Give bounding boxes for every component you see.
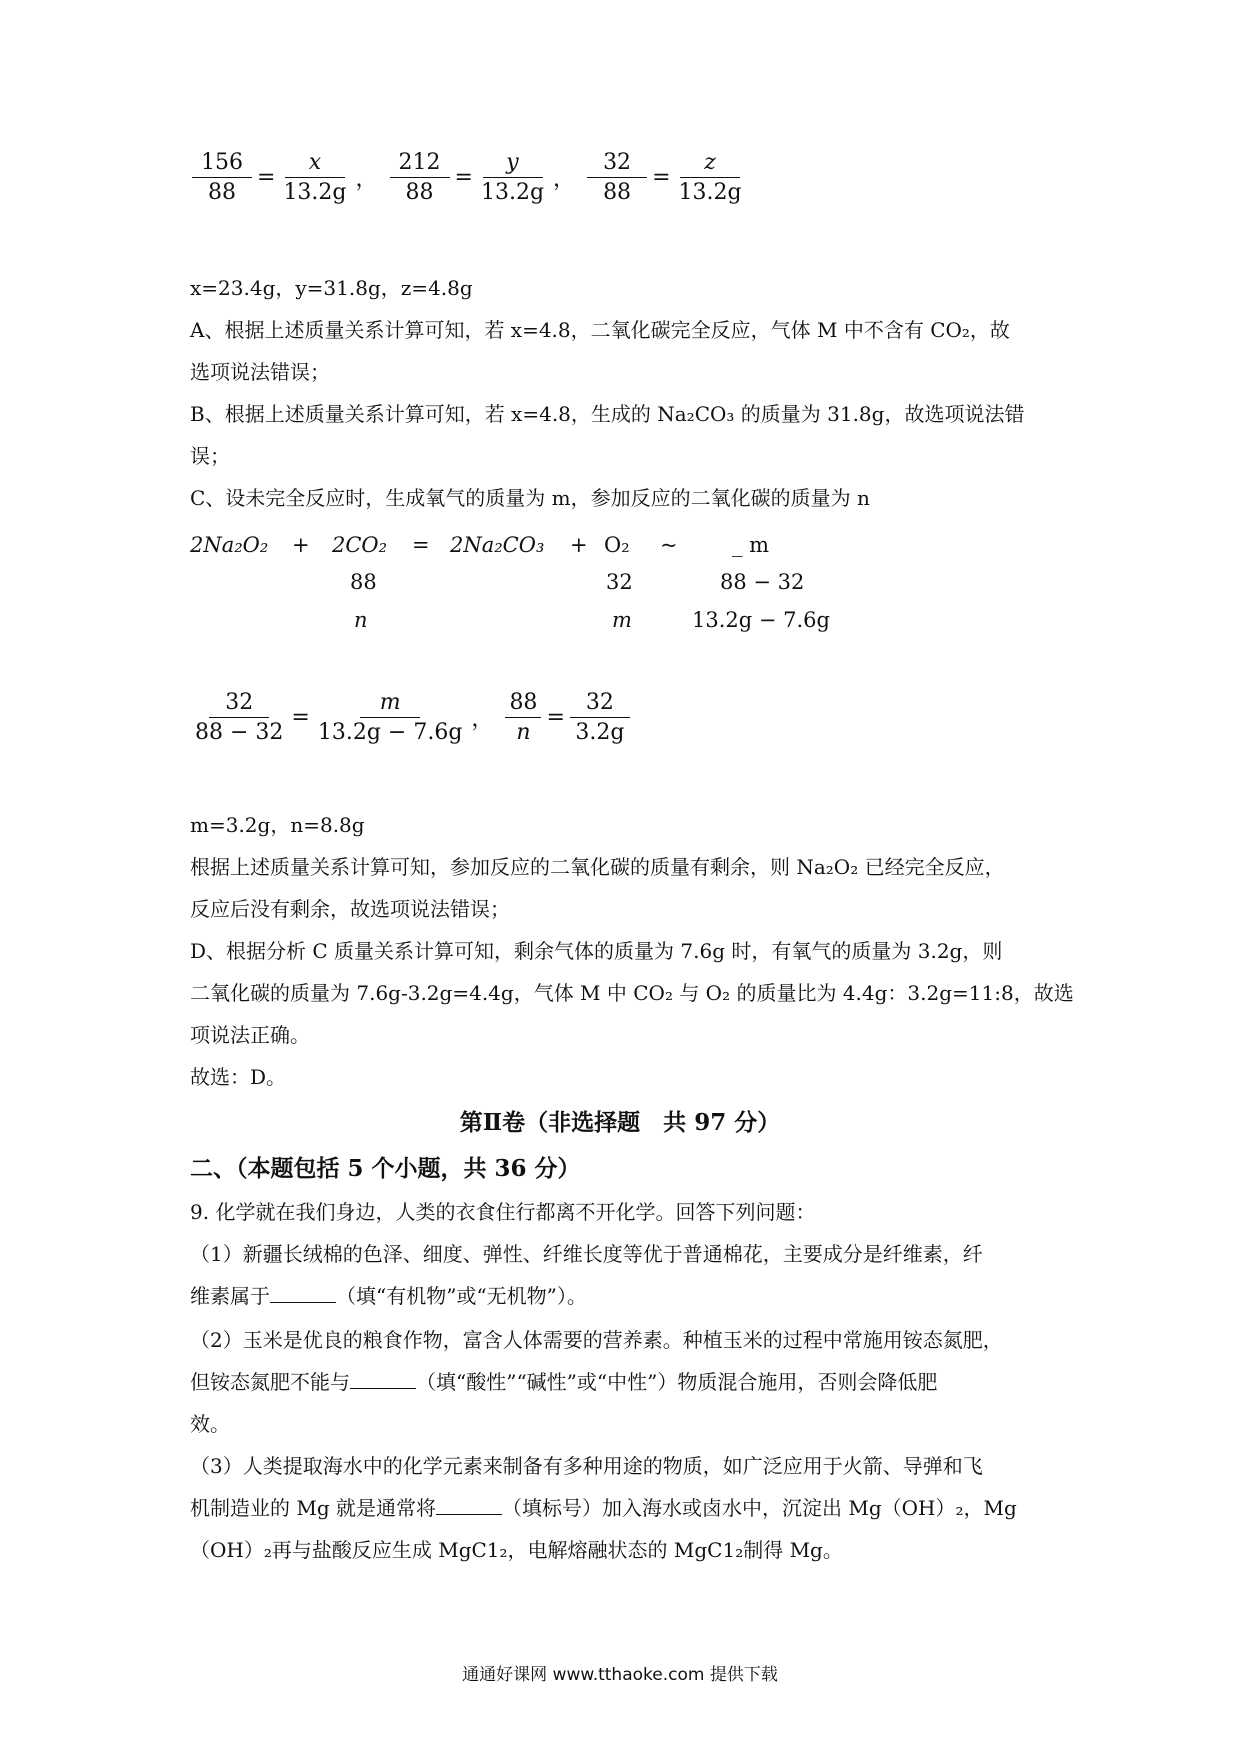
reactant-co2: 2CO₂ [332,533,388,557]
question-9-3-line-2 [190,1493,1017,1523]
fraction [315,690,466,745]
text-segment: （填“酸性”“碱性”或“中性”）物质混合施用，否则会降低肥 [416,1370,938,1394]
equals-sign: = [291,705,310,730]
fraction [570,690,630,745]
denominator: 88 [603,180,632,205]
comma: ， [355,167,378,192]
fraction [587,150,647,205]
fraction-equations-row-1 [190,150,747,205]
coefficient-88: 88 [350,570,377,594]
question-9-1-line-1: （1）新疆长绒棉的色泽、细度、弹性、纤维长度等优于普通棉花，主要成分是纤维素，纤 [190,1242,983,1266]
plus-sign: + [570,533,588,557]
denominator: 88 [208,180,236,205]
option-d-line-1: D、根据分析 C 质量关系计算可知，剩余气体的质量为 7.6g 时，有氧气的质量为 3.2g，则 [190,939,1003,963]
section-title: 第Ⅱ卷（非选择题 共 97 分） [459,1109,781,1136]
denominator: 13.2g − 7.6g [317,720,463,745]
reactant-na2o2: 2Na₂O₂ [190,533,269,557]
fraction [676,150,745,205]
text-segment: 机制造业的 Mg 就是通常将 [190,1496,436,1520]
question-9-3-line-1: （3）人类提取海水中的化学元素来制备有多种用途的物质，如广泛应用于火箭、导弹和飞 [190,1454,983,1478]
equals-sign: = [454,165,473,190]
comma: ， [471,707,494,732]
denominator: 88 − 32 [195,720,284,745]
mass-difference-label: _ m [732,533,770,557]
fraction-equations-row-2 [190,690,632,745]
text-segment: （填“有机物”或“无机物”）。 [336,1284,587,1308]
option-b-line-2: 误； [190,444,230,468]
paragraph-line: 反应后没有剩余，故选项说法错误； [190,897,510,921]
denominator: 88 [405,180,434,205]
part-title: 二、（本题包括 5 个小题，共 36 分） [190,1155,581,1182]
denominator: 13.2g [678,180,742,205]
numerator: 32 [587,150,647,178]
text-segment: 维素属于 [190,1284,270,1308]
answer-blank[interactable] [270,1282,336,1303]
option-c-line-1: C、设未完全反应时，生成氧气的质量为 m，参加反应的二氧化碳的质量为 n [190,486,870,510]
numerator: y [483,150,543,178]
numerator: z [680,150,740,178]
numerator: 212 [390,150,450,178]
product-na2co3: 2Na₂CO₃ [450,533,545,557]
fraction [478,150,547,205]
numerator: m [360,690,420,718]
tilde-sign: ~ [660,533,678,557]
page-footer: 通通好课网 www.tthaoke.com 提供下载 [462,1665,778,1685]
denominator: 13.2g [480,180,545,205]
equals-sign: = [412,533,430,557]
mass-difference-value: 13.2g − 7.6g [692,608,830,632]
unknown-m: m [612,608,632,632]
answer-blank[interactable] [436,1494,502,1515]
paragraph-line: 根据上述质量关系计算可知，参加反应的二氧化碳的质量有剩余，则 Na₂O₂ 已经完全反应， [190,855,1005,879]
answer-blank[interactable] [350,1368,416,1389]
numerator: 32 [570,690,630,718]
fraction [192,690,286,745]
product-o2: O₂ [604,533,630,557]
question-9-2-line-3: 效。 [190,1412,230,1436]
numerator: x [285,150,345,178]
comma: ， [553,167,576,192]
option-a-line-1: A、根据上述质量关系计算可知，若 x=4.8，二氧化碳完全反应，气体 M 中不含有 CO₂，故 [190,318,1010,342]
numerator: 32 [209,690,269,718]
fraction [192,150,252,205]
denominator: n [516,720,531,745]
plus-sign: + [292,533,310,557]
coefficient-88-32: 88 − 32 [720,570,805,594]
option-d-line-2: 二氧化碳的质量为 7.6g-3.2g=4.4g，气体 M 中 CO₂ 与 O₂ 的质量比为 4.4g：3.2g=11:8，故选 [190,981,1074,1005]
text-segment: 但铵态氮肥不能与 [190,1370,350,1394]
question-9-stem: 9. 化学就在我们身边，人类的衣食住行都离不开化学。回答下列问题： [190,1200,816,1224]
option-b-line-1: B、根据上述质量关系计算可知，若 x=4.8，生成的 Na₂CO₃ 的质量为 31.8g，故选项说法错 [190,402,1025,426]
equals-sign: = [257,165,276,190]
question-9-3-line-3: （OH）₂再与盐酸反应生成 MgC1₂，电解熔融状态的 MgC1₂制得 Mg。 [190,1538,843,1562]
denominator: 13.2g [283,180,347,205]
coefficient-32: 32 [606,570,633,594]
equals-sign: = [546,705,565,730]
numerator: 156 [192,150,252,178]
result-line-1: x=23.4g，y=31.8g，z=4.8g [190,276,473,300]
equals-sign: = [652,165,671,190]
result-line-2: m=3.2g，n=8.8g [190,813,365,837]
text-segment: （填标号）加入海水或卤水中，沉淀出 Mg（OH）₂，Mg [502,1496,1017,1520]
unknown-n: n [354,608,368,632]
question-9-2-line-1: （2）玉米是优良的粮食作物，富含人体需要的营养素。种植玉米的过程中常施用铵态氮肥， [190,1328,1003,1352]
question-9-1-line-2 [190,1281,587,1311]
answer-line: 故选：D。 [190,1065,287,1089]
option-d-line-3: 项说法正确。 [190,1023,310,1047]
numerator: 88 [505,690,541,718]
option-a-line-2: 选项说法错误； [190,360,330,384]
fraction [280,150,349,205]
denominator: 3.2g [575,720,625,745]
fraction [505,690,541,745]
fraction [390,150,450,205]
question-9-2-line-2 [190,1367,937,1397]
